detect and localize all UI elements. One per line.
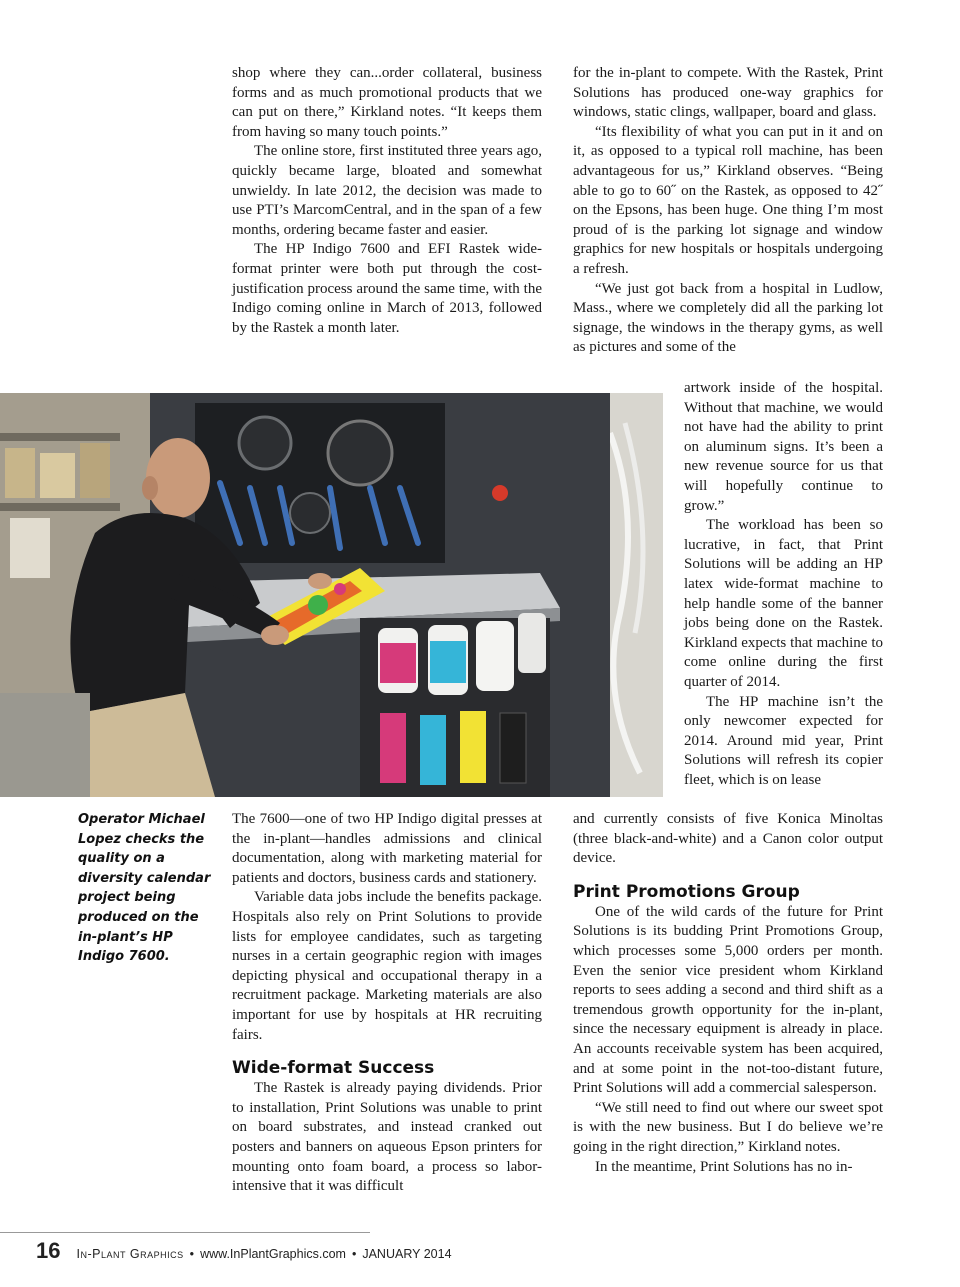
issue-date: JANUARY 2014 [362,1247,452,1261]
article-column-right-bottom [573,810,883,1177]
article-column-right-top [573,64,883,358]
paragraph: and currently consists of five Konica Minoltas (three black-and-white) and a Canon color output device. [573,811,883,867]
footer-rule [0,1232,370,1233]
paragraph: One of the wild cards of the future for Print Solutions is its budding Print Promotions Group, which processes some 5,000 orders per month. Even the senior vice president whom Kirkland reports to sees adding a second and third shift as a tremendous growth opportunity for the in-plant, since the necessary equipment is already in place. An accounts receivable system has been acquired, and at some point in the not-too-distant future, Print Solutions will add a commercial salesperson. [573,903,883,1097]
paragraph: shop where they can...order collateral, business forms and as much promotional products that we can put on there,” Kirkland notes. “It keeps them from having so many touch points.” [232,65,542,140]
photo-caption: Operator Michael Lopez checks the quality on a diversity calendar project being produced on the in-plant’s HP Indigo 7600. [78,812,211,965]
section-heading-print-promotions: Print Promotions Group [573,881,800,902]
article-column-left-top [232,64,542,338]
press-operator-photo [0,393,663,797]
section-heading-wide-format: Wide-format Success [232,1058,435,1079]
page-number: 16 [36,1238,61,1263]
paragraph: The workload has been so lucrative, in fact, that Print Solutions will be adding an HP latex wide-format machine to help handle some of the banner jobs being done on the Rastek. Kirkland expects that machine to come online during the first quarter of 2014. [684,517,883,690]
bullet-separator: • [351,1247,357,1261]
paragraph: “We still need to find out where our sweet spot is with the new business. But I do believe we’re going in the right direction,” Kirkland notes. [573,1099,883,1155]
paragraph: “Its flexibility of what you can put in it and on it, as opposed to a typical roll machine, has been advantageous for us,” Kirkland observes. “Being able to go to 60˝ on the Rastek, as opposed to 42˝ on the Epsons, has been huge. One thing I’m most proud of is the parking lot signage and window graphics for new hospitals or hospitals undergoing a refresh. [573,123,883,277]
paragraph: The HP Indigo 7600 and EFI Rastek wide-format printer were both put through the cost-justification process around the same time, with the Indigo coming online in March of 2013, followed by the Rastek a month later. [232,241,542,336]
paragraph: The online store, first instituted three years ago, quickly became large, bloated and somewhat unwieldy. In late 2012, the decision was made to use PTI’s MarcomCentral, and in the span of a few months, ordering became faster and easier. [232,143,542,238]
article-column-right-narrow [684,379,883,790]
paragraph: “We just got back from a hospital in Ludlow, Mass., where we completely did all the parking lot signage, the windows in the therapy gyms, as well as pictures and some of the [573,280,883,356]
publication-name: In-Plant Graphics [76,1247,184,1261]
paragraph: The Rastek is already paying dividends. Prior to installation, Print Solutions was unable to print on board substrates, and instead cranked out posters and banners on aqueous Epson printers for mounting onto foam board, a process so labor-intensive that it was difficult [232,1080,542,1195]
article-column-left-bottom [232,810,542,1197]
paragraph: for the in-plant to compete. With the Rastek, Print Solutions has produced one-way graphics for windows, static clings, wallpaper, board and glass. [573,65,883,121]
paragraph: The 7600—one of two HP Indigo digital presses at the in-plant—handles admissions and clinical documentation, along with marketing material for patients and doctors, business cards and stationery. [232,811,542,886]
paragraph: artwork inside of the hospital. Without that machine, we would not have had the ability to print on aluminum signs. It’s been a new revenue source for us that will hopefully continue to grow.” [684,380,883,514]
page-footer [36,1238,452,1262]
paragraph: Variable data jobs include the benefits package. Hospitals also rely on Print Solutions to provide lists for employee candidates, such as targeting nurses in a certain geographic region with images depicting physical and occupational therapy in a recruitment package. Marketing materials are also important for use by hospitals at HR recruiting fairs. [232,889,542,1043]
paragraph: In the meantime, Print Solutions has no in- [595,1158,853,1175]
paragraph: The HP machine isn’t the only newcomer expected for 2014. Around mid year, Print Solutions will refresh its copier fleet, which is on lease [684,693,883,788]
bullet-separator: • [189,1247,195,1261]
website-link[interactable]: www.InPlantGraphics.com [200,1247,346,1261]
